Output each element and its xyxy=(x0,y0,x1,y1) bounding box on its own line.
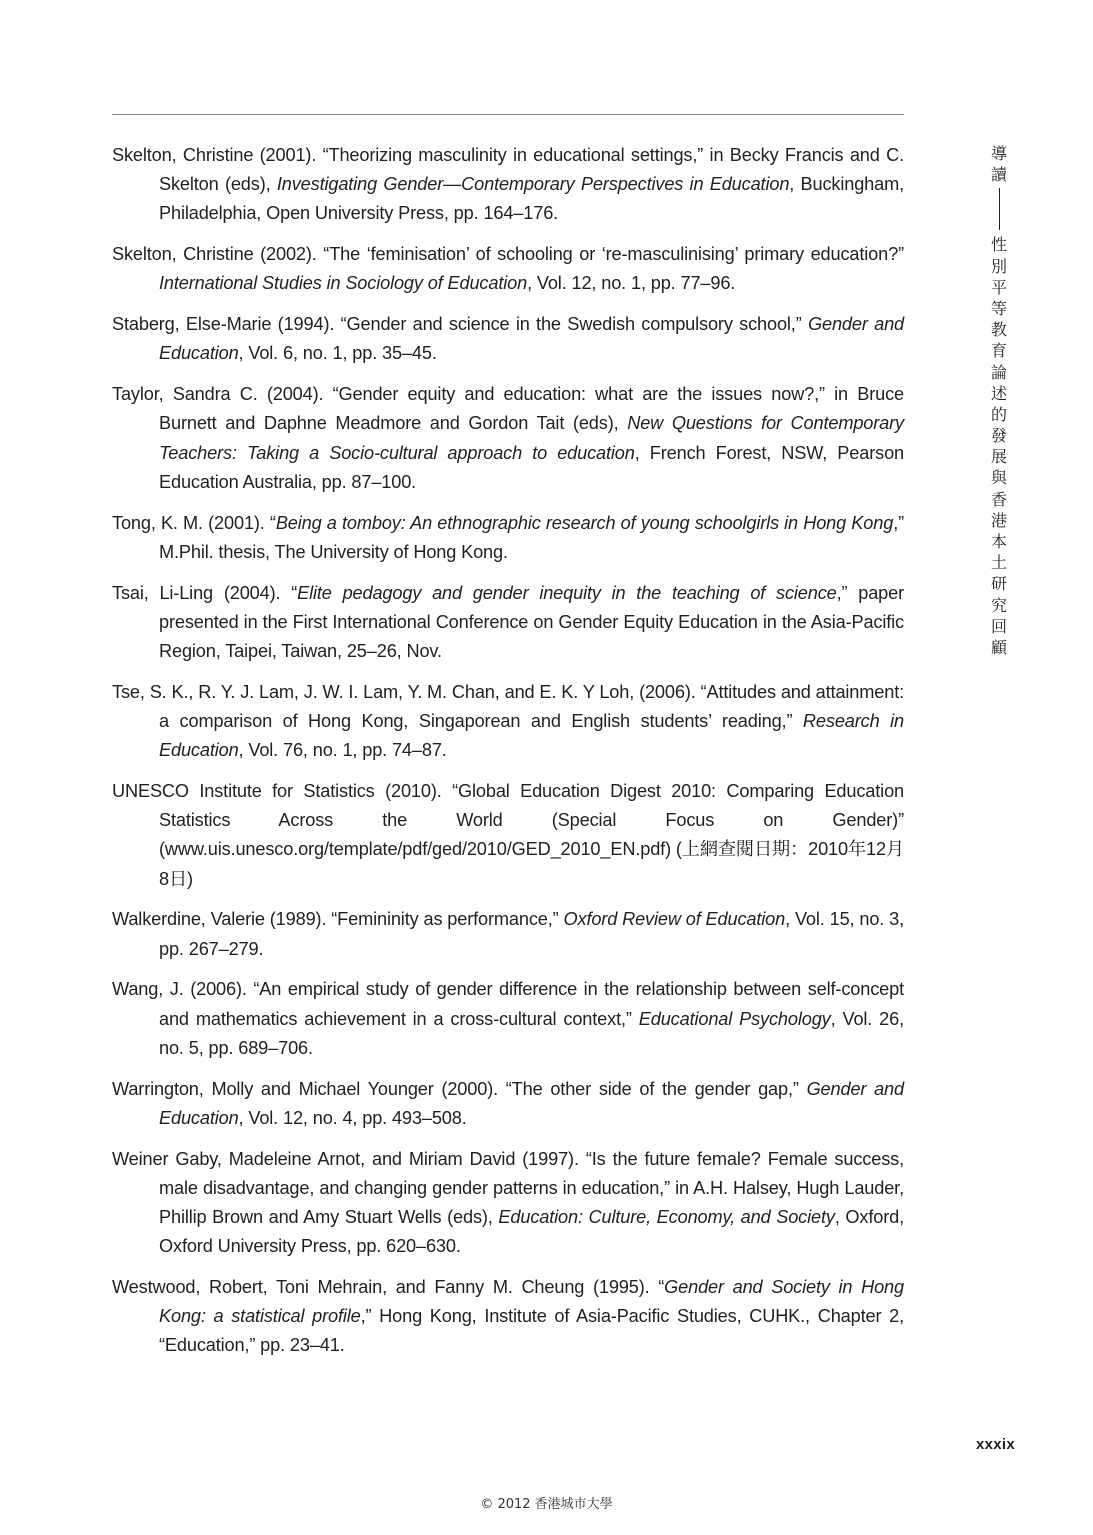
reference-text: Wang, J. (2006). “An empirical study of gender difference in the relationship between self-concept and mathematics achievement in a cross-cultural context,” xyxy=(112,979,904,1029)
running-title-char: 性 xyxy=(990,235,1007,255)
running-title-char: 土 xyxy=(990,553,1007,573)
reference-title-italic: Investigating Gender—Contemporary Perspectives in Education xyxy=(276,174,790,195)
running-title-char: 究 xyxy=(990,595,1007,615)
reference-list xyxy=(112,141,904,1372)
running-title-prefix xyxy=(991,143,1007,185)
running-title-char: 平 xyxy=(990,277,1007,297)
copyright-footer: © 2012 香港城市大學 xyxy=(480,1497,613,1512)
reference-text: Weiner Gaby, Madeleine Arnot, and Miriam David (1997). “Is the future female? Female success, male disadvantage, and changing gender patterns in education,” in A.H. Halsey, Hugh Lauder, Phillip Brown and Amy Stuart Wells (eds), xyxy=(112,1148,904,1228)
running-title-char: 與 xyxy=(990,468,1007,488)
reference-title-italic: Research in Education xyxy=(159,711,904,761)
reference-text: , Vol. 12, no. 4, pp. 493–508. xyxy=(238,1107,467,1128)
reference-entry xyxy=(112,579,904,667)
header-rule xyxy=(112,114,904,115)
reference-text: UNESCO Institute for Statistics (2010). “Global Education Digest 2010: Comparing Education Statistics Across the World (Special Focus on Gender)” (www.uis.unesco.org/template/pdf/ged/2010/GED_2010_EN.pdf) (上網查閱日期：2010年12月8日) xyxy=(112,781,904,889)
reference-entry xyxy=(112,905,904,963)
reference-entry xyxy=(112,380,904,497)
running-title-char: 等 xyxy=(990,298,1007,318)
reference-text: , Oxford, Oxford University Press, pp. 620–630. xyxy=(159,1207,905,1257)
reference-text: Staberg, Else-Marie (1994). “Gender and science in the Swedish compulsory school,” xyxy=(112,314,808,335)
running-title-char: 顧 xyxy=(990,637,1007,657)
reference-text: Westwood, Robert, Toni Mehrain, and Fanny M. Cheung (1995). “ xyxy=(112,1277,665,1298)
reference-text: , Vol. 76, no. 1, pp. 74–87. xyxy=(238,740,447,761)
reference-entry xyxy=(112,678,904,766)
running-title-char: 教 xyxy=(990,320,1007,340)
reference-entry xyxy=(112,1145,904,1262)
running-title-char: 研 xyxy=(990,574,1007,594)
reference-text: , Vol. 6, no. 1, pp. 35–45. xyxy=(238,343,437,364)
running-title-char: 別 xyxy=(990,256,1007,276)
reference-text: Taylor, Sandra C. (2004). “Gender equity and education: what are the issues now?,” in Bruce Burnett and Daphne Meadmore and Gordon Tait (eds), xyxy=(112,384,904,434)
running-title-char: 述 xyxy=(990,383,1007,403)
reference-title-italic: International Studies in Sociology of Education xyxy=(159,273,528,294)
reference-title-italic: Gender and Education xyxy=(159,314,904,364)
page-number: xxxix xyxy=(975,1436,1015,1453)
running-title-main xyxy=(991,234,1007,658)
reference-text: Warrington, Molly and Michael Younger (2000). “The other side of the gender gap,” xyxy=(112,1078,807,1099)
reference-entry xyxy=(112,141,904,229)
running-title-char: 本 xyxy=(990,532,1007,551)
running-title-char: 育 xyxy=(990,341,1007,361)
running-title-char: 的 xyxy=(990,404,1007,424)
reference-text: ,” paper presented in the First International Conference on Gender Equity Education in the Asia-Pacific Region, Taipei, Taiwan, 25–26, Nov. xyxy=(159,582,905,662)
running-title-char: 香 xyxy=(990,489,1007,509)
reference-text: , Vol. 26, no. 5, pp. 689–706. xyxy=(159,1008,904,1058)
reference-text: , Buckingham, Philadelphia, Open University Press, pp. 164–176. xyxy=(159,174,904,224)
reference-title-italic: Elite pedagogy and gender inequity in the teaching of science xyxy=(297,582,837,603)
reference-text: , Vol. 15, no. 3, pp. 267–279. xyxy=(159,909,904,959)
reference-text: ,” M.Phil. thesis, The University of Hong Kong. xyxy=(159,512,905,562)
running-title-char: 論 xyxy=(990,362,1007,382)
reference-title-italic: Educational Psychology xyxy=(638,1008,831,1029)
reference-entry xyxy=(112,240,904,298)
reference-text: Skelton, Christine (2001). “Theorizing masculinity in educational settings,” in Becky Francis and C. Skelton (eds), xyxy=(112,145,904,195)
reference-text: Tse, S. K., R. Y. J. Lam, J. W. I. Lam, Y. M. Chan, and E. K. Y Loh, (2006). “Attitudes and attainment: a comparison of Hong Kong, Singaporean and English students’ reading,” xyxy=(112,681,904,732)
reference-entry xyxy=(112,1273,904,1361)
reference-text: , Vol. 12, no. 1, pp. 77–96. xyxy=(527,273,736,294)
running-title-char: 讀 xyxy=(990,165,1007,185)
reference-text: Tsai, Li-Ling (2004). “ xyxy=(112,582,298,603)
reference-text: Skelton, Christine (2002). “The ‘feminisation’ of schooling or ‘re-masculinising’ primary education?” xyxy=(112,244,904,265)
reference-entry xyxy=(112,310,904,368)
reference-title-italic: Gender and Society in Hong Kong: a statistical profile xyxy=(159,1277,904,1327)
reference-title-italic: Being a tomboy: An ethnographic research of young schoolgirls in Hong Kong xyxy=(275,512,894,533)
running-title-char: 回 xyxy=(990,616,1007,636)
running-title-char: 導 xyxy=(990,144,1007,163)
running-title-char: 發 xyxy=(990,426,1007,446)
running-title-dash xyxy=(999,188,1000,230)
reference-title-italic: Gender and Education xyxy=(159,1078,904,1128)
reference-title-italic: Oxford Review of Education xyxy=(563,909,786,930)
reference-title-italic: New Questions for Contemporary Teachers: Taking a Socio-cultural approach to education xyxy=(159,413,904,463)
reference-title-italic: Education: Culture, Economy, and Society xyxy=(498,1207,835,1228)
reference-entry xyxy=(112,975,904,1063)
running-title xyxy=(988,143,1010,658)
reference-entry xyxy=(112,509,904,567)
reference-entry xyxy=(112,1075,904,1133)
reference-text: ,” Hong Kong, Institute of Asia-Pacific Studies, CUHK., Chapter 2, “Education,” pp. 23–41. xyxy=(159,1306,904,1356)
running-title-char: 展 xyxy=(990,447,1007,467)
running-title-char: 港 xyxy=(990,510,1007,530)
reference-text: Tong, K. M. (2001). “ xyxy=(112,512,276,533)
reference-text: , French Forest, NSW, Pearson Education Australia, pp. 87–100. xyxy=(159,442,905,492)
reference-entry xyxy=(112,777,904,894)
reference-text: Walkerdine, Valerie (1989). “Femininity as performance,” xyxy=(112,909,564,930)
